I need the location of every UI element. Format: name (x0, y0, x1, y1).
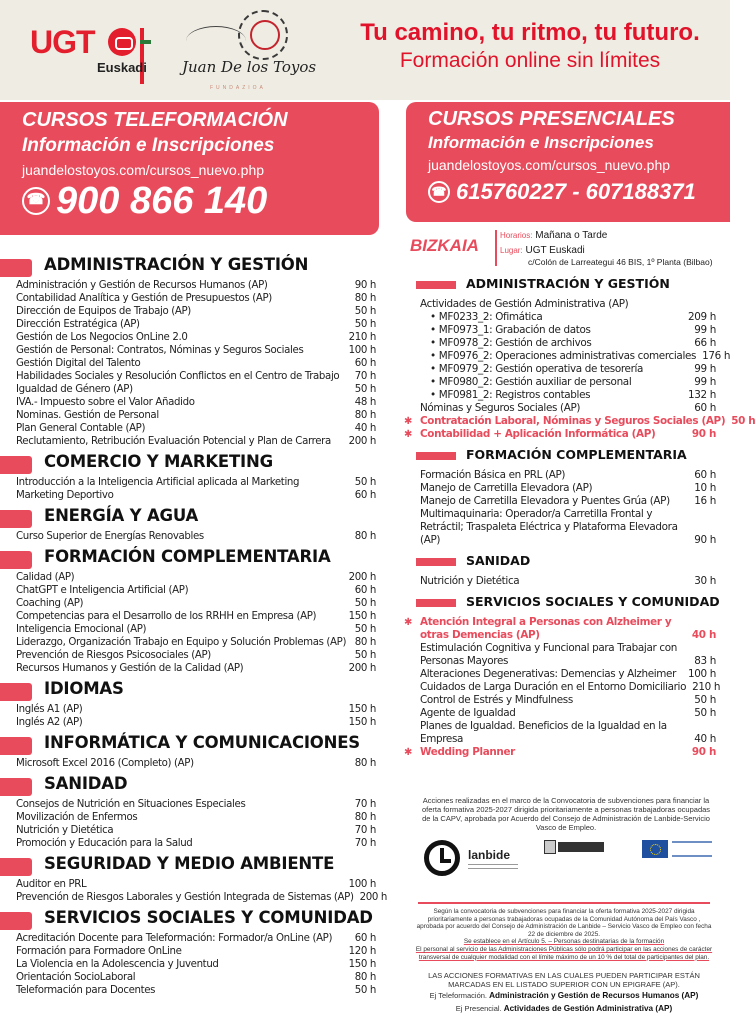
course-name: Manejo de Carretilla Elevadora (AP) (420, 482, 593, 494)
course-hours: 200 h (348, 572, 376, 583)
course-hours: 50 h (354, 306, 376, 317)
course-hours: 90 h (691, 746, 716, 758)
course-name: Administración y Gestión de Recursos Humanos (AP) (16, 280, 268, 291)
course-hours: 60 h (694, 469, 716, 481)
lugar-label: Lugar: (500, 246, 523, 255)
section-header (0, 254, 378, 276)
course-hours: 83 h (694, 655, 716, 667)
slogan-sub: Formación online sin límites (399, 49, 661, 72)
course-row (0, 396, 378, 409)
course-name: Reclutamiento, Retribución Evaluación Potencial y Plan de Carrera (16, 436, 331, 447)
course-row (0, 958, 378, 971)
foundation-subtitle: FUNDAZIOA (210, 85, 266, 91)
course-hours: 40 h (354, 423, 376, 434)
course-row (404, 311, 716, 324)
course-name: Planes de Igualdad. Beneficios de la Igualdad en la Empresa (420, 720, 667, 745)
course-row (0, 945, 378, 958)
section-marker (0, 259, 32, 277)
section-title: FORMACIÓN COMPLEMENTARIA (466, 447, 687, 462)
basque-government-logo (544, 840, 604, 864)
course-hours: 99 h (694, 363, 716, 375)
course-hours: 80 h (354, 531, 376, 542)
course-hours: 200 h (359, 892, 387, 903)
course-name: Contabilidad + Aplicación Informática (AP) (420, 428, 656, 440)
course-row (404, 508, 716, 547)
course-row (0, 703, 378, 716)
course-name: Orientación SocioLaboral (16, 972, 136, 983)
course-row (0, 331, 378, 344)
section-marker (0, 858, 32, 876)
course-row (0, 435, 378, 448)
course-name: • MF0978_2: Gestión de archivos (430, 337, 592, 349)
rose-icon (238, 10, 288, 60)
course-name: Alteraciones Degenerativas: Demencias y Alzheimer (420, 668, 677, 680)
section-title: ADMINISTRACIÓN Y GESTIÓN (44, 255, 309, 274)
section-title: SANIDAD (466, 553, 531, 568)
section-title: SERVICIOS SOCIALES Y COMUNIDAD (44, 908, 373, 927)
section-marker (0, 510, 32, 528)
phone-icon (22, 187, 50, 215)
teleformacion-phone-number[interactable]: 900 866 140 (56, 180, 268, 222)
lugar-row (500, 245, 585, 256)
section-header (0, 773, 378, 795)
section-header (404, 447, 716, 469)
footer-divider (418, 902, 710, 904)
course-row (404, 495, 716, 508)
course-row (404, 298, 716, 311)
course-row (0, 279, 378, 292)
teleformacion-banner (0, 102, 379, 235)
course-name: Multimaquinaria: Operador/a Carretilla Frontal y Retráctil; Traspaleta Eléctrica y Plataforma Elevadora (AP) (420, 508, 678, 546)
teleformacion-title: CURSOS TELEFORMACIÓN (22, 109, 288, 131)
presenciales-phone-numbers[interactable]: 615760227 - 607188371 (456, 179, 696, 204)
example-value: Administración y Gestión de Recursos Humanos (AP) (489, 991, 699, 1000)
course-hours: 66 h (694, 337, 716, 349)
course-row (0, 584, 378, 597)
header (0, 0, 730, 100)
eu-cofunded-logo (642, 840, 722, 862)
section-header (0, 546, 378, 568)
course-hours (710, 298, 716, 311)
section-header (0, 853, 378, 875)
section-header (0, 678, 378, 700)
course-hours: 200 h (348, 663, 376, 674)
course-name: Marketing Deportivo (16, 490, 114, 501)
course-hours: 210 h (348, 332, 376, 343)
teleformacion-phone[interactable] (22, 181, 379, 221)
course-hours: 176 h (702, 350, 731, 362)
section-header (404, 276, 716, 298)
course-row (0, 971, 378, 984)
course-row (0, 811, 378, 824)
course-hours: 80 h (354, 410, 376, 421)
course-name: Prevención de Riesgos Psicosociales (AP) (16, 650, 211, 661)
course-row (0, 357, 378, 370)
regulation-limit: El personal al servicio de las Administraciones Públicas sólo podrá participar en las acciones de carácter transversal de cualquier modalidad con el límite máximo de un 10 % del total de participantes del plan. (415, 945, 713, 961)
course-name: Teleformación para Docentes (16, 985, 156, 996)
course-name: Contabilidad Analítica y Gestión de Presupuestos (AP) (16, 293, 272, 304)
course-name: Formación Básica en PRL (AP) (420, 469, 566, 481)
course-row (0, 932, 378, 945)
course-hours: 80 h (354, 637, 376, 648)
course-hours: 70 h (354, 799, 376, 810)
slogan (330, 18, 730, 74)
example-value: Actividades de Gestión Administrativa (AP) (503, 1004, 673, 1013)
course-name: • MF0973_1: Grabación de datos (430, 324, 591, 336)
course-name: Gestión de Personal: Contratos, Nóminas y Seguros Sociales (16, 345, 304, 356)
course-name: Plan General Contable (AP) (16, 423, 146, 434)
course-row (404, 668, 716, 681)
course-hours: 80 h (354, 758, 376, 769)
course-name: Inteligencia Emocional (AP) (16, 624, 147, 635)
course-name: Calidad (AP) (16, 572, 75, 583)
gv-logo-bar (558, 842, 604, 852)
course-row (404, 616, 716, 642)
course-name: Movilización de Enfermos (16, 812, 138, 823)
course-hours: 40 h (691, 629, 716, 641)
course-row (0, 597, 378, 610)
section-title: ENERGÍA Y AGUA (44, 506, 199, 525)
course-row (404, 681, 721, 694)
course-name: • MF0980_2: Gestión auxiliar de personal (430, 376, 632, 388)
course-hours: 150 h (348, 717, 376, 728)
course-row (0, 530, 378, 543)
address: c/Colón de Larreategui 46 BIS, 1º Planta (Bilbao) (528, 257, 713, 267)
course-row (0, 824, 378, 837)
course-hours: 60 h (354, 933, 376, 944)
course-row (0, 292, 378, 305)
course-hours: 100 h (348, 879, 376, 890)
course-row (0, 370, 378, 383)
section-marker (0, 456, 32, 474)
teleformacion-subtitle: Información e Inscripciones (22, 135, 275, 156)
course-name: La Violencia en la Adolescencia y Juventud (16, 959, 219, 970)
section-title: SANIDAD (44, 774, 128, 793)
course-row (0, 571, 378, 584)
highlight-asterisk-icon: ✱ (404, 747, 413, 758)
highlight-asterisk-icon: ✱ (404, 416, 413, 427)
course-hours: 50 h (694, 694, 716, 706)
course-hours: 200 h (348, 436, 376, 447)
course-hours: 50 h (354, 650, 376, 661)
lugar-value: UGT Euskadi (525, 245, 585, 256)
course-name: Prevención de Riesgos Laborales y Gestión Integrada de Sistemas (AP) (16, 892, 354, 903)
course-hours: 100 h (688, 668, 716, 680)
section-marker (416, 558, 456, 566)
course-name: Actividades de Gestión Administrativa (AP) (420, 298, 629, 310)
course-name: Auditor en PRL (16, 879, 87, 890)
bizkaia-info (410, 230, 730, 268)
course-row (0, 489, 378, 502)
course-name: Nutrición y Dietética (420, 575, 520, 587)
course-hours: 150 h (348, 704, 376, 715)
example-label: Ej Presencial. (455, 1004, 502, 1013)
course-hours: 90 h (694, 534, 716, 546)
section-marker (0, 778, 32, 796)
course-hours: 80 h (354, 972, 376, 983)
section-header (0, 907, 378, 929)
course-row (0, 984, 378, 997)
course-hours: 210 h (692, 681, 721, 693)
course-hours: 16 h (694, 495, 716, 507)
eu-logo-text (672, 841, 712, 857)
course-hours: 50 h (354, 985, 376, 996)
regulation-note-text: Según la convocatoria de subvenciones para financiar la oferta formativa 2025-2027 dirigida prioritariamente a personas trabajadoras ocupadas de la Comunidad Autónoma del País Vasco , aprobada por acuerdo del Consejo de Administración de Lanbide – Servicio Vasco de Empleo con fecha 22 de diciembre de 2025. (416, 908, 712, 938)
presenciales-subtitle: Información e Inscripciones (428, 133, 654, 152)
course-name: Atención Integral a Personas con Alzheimer y otras Demencias (AP) (420, 616, 672, 641)
course-hours: 60 h (354, 358, 376, 369)
section-title: ADMINISTRACIÓN Y GESTIÓN (466, 276, 670, 291)
presenciales-phone[interactable] (428, 176, 730, 208)
lanbide-logo-text: lanbide (468, 848, 511, 862)
course-hours: 209 h (688, 311, 716, 323)
course-hours: 30 h (694, 575, 716, 587)
region-title: BIZKAIA (410, 236, 479, 255)
section-header (404, 553, 716, 575)
course-hours: 50 h (354, 477, 376, 488)
horarios-value: Mañana o Tarde (535, 230, 608, 241)
course-row (0, 344, 378, 357)
course-row (0, 305, 378, 318)
course-hours: 120 h (348, 946, 376, 957)
section-marker (0, 737, 32, 755)
course-hours: 60 h (354, 585, 376, 596)
course-name: Nominas. Gestión de Personal (16, 410, 159, 421)
regulation-note (414, 908, 714, 961)
course-hours: 80 h (354, 812, 376, 823)
slogan-main: Tu camino, tu ritmo, tu futuro. (360, 19, 700, 46)
course-row (404, 415, 755, 428)
course-hours: 50 h (354, 319, 376, 330)
funding-note: Acciones realizadas en el marco de la Convocatoria de subvenciones para financiar la oferta formativa 2025-2027 dirigida prioritariamente a personas trabajadoras ocupadas de la CAPV, aprobada por Acuerdo del Consejo de Administración de Lanbide-Servicio Vasco de Empleo. (421, 796, 711, 832)
course-row (0, 837, 378, 850)
course-name: Nóminas y Seguros Sociales (AP) (420, 402, 581, 414)
section-marker (0, 683, 32, 701)
course-name: • MF0233_2: Ofimática (430, 311, 543, 323)
course-hours: 48 h (354, 397, 376, 408)
crest-icon (544, 840, 556, 854)
highlight-asterisk-icon: ✱ (404, 429, 413, 440)
ugt-logo-text: UGT (30, 24, 95, 60)
regulation-article: Se establece en el Artículo 5. – Personas destinatarias de la formación (463, 938, 665, 946)
course-name: Formación para Formadore OnLine (16, 946, 182, 957)
ap-note: LAS ACCIONES FORMATIVAS EN LAS CUALES PUEDEN PARTICIPAR ESTÁN MARCADAS EN EL LISTADO SUPERIOR CON UN EPIGRAFE (AP). (428, 971, 700, 989)
foundation-name: Juan De los Toyos (182, 58, 317, 76)
course-hours: 150 h (348, 611, 376, 622)
course-row (0, 610, 378, 623)
course-row (404, 707, 716, 720)
horarios-label: Horarios: (500, 231, 533, 240)
course-row (0, 409, 378, 422)
course-name: • MF0976_2: Operaciones administrativas comerciales (430, 350, 697, 362)
presenciales-title: CURSOS PRESENCIALES (428, 108, 675, 130)
section-marker (416, 452, 456, 460)
course-hours: 90 h (354, 280, 376, 291)
course-hours: 50 h (354, 384, 376, 395)
course-row (0, 798, 378, 811)
section-title: FORMACIÓN COMPLEMENTARIA (44, 547, 331, 566)
course-name: Coaching (AP) (16, 598, 84, 609)
course-name: Promoción y Educación para la Salud (16, 838, 193, 849)
course-name: Recursos Humanos y Gestión de la Calidad (AP) (16, 663, 244, 674)
clock-icon (424, 840, 460, 876)
course-row (404, 337, 716, 350)
course-name: Igualdad de Género (AP) (16, 384, 133, 395)
course-row (0, 422, 378, 435)
teleformacion-course-list (0, 254, 387, 997)
course-name: Consejos de Nutrición en Situaciones Especiales (16, 799, 246, 810)
course-hours: 50 h (354, 598, 376, 609)
example-teleformacion (414, 991, 714, 1000)
course-name: Acreditación Docente para Teleformación: Formador/a OnLine (AP) (16, 933, 333, 944)
course-row (404, 746, 716, 759)
course-name: Dirección Estratégica (AP) (16, 319, 140, 330)
course-row (0, 318, 378, 331)
course-name: Microsoft Excel 2016 (Completo) (AP) (16, 758, 194, 769)
presenciales-url-link[interactable]: juandelostoyos.com/cursos_nuevo.php (428, 157, 671, 173)
course-name: Gestión de Los Negocios OnLine 2.0 (16, 332, 188, 343)
section-header (404, 594, 720, 616)
course-name: Habilidades Sociales y Resolución Conflictos en el Centro de Trabajo (16, 371, 340, 382)
course-row (404, 376, 716, 389)
presenciales-banner (406, 102, 730, 222)
course-row (404, 720, 716, 746)
course-name: Gestión Digital del Talento (16, 358, 141, 369)
course-name: ChatGPT e Inteligencia Artificial (AP) (16, 585, 189, 596)
course-row (404, 402, 716, 415)
phone-icon (428, 181, 450, 203)
course-hours: 50 h (694, 707, 716, 719)
course-hours: 40 h (694, 733, 716, 745)
course-row (404, 428, 716, 441)
course-name: Wedding Planner (420, 746, 515, 758)
course-row (404, 642, 716, 668)
example-label: Ej Teleformación. (429, 991, 487, 1000)
course-hours: 50 h (354, 624, 376, 635)
course-hours: 70 h (354, 371, 376, 382)
course-row (404, 575, 716, 588)
course-name: Agente de Igualdad (420, 707, 516, 719)
section-title: COMERCIO Y MARKETING (44, 452, 273, 471)
teleformacion-url-link[interactable]: juandelostoyos.com/cursos_nuevo.php (22, 162, 265, 178)
course-row (0, 636, 378, 649)
course-row (0, 649, 378, 662)
course-hours: 10 h (694, 482, 716, 494)
course-row (0, 662, 378, 675)
section-title: IDIOMAS (44, 679, 124, 698)
course-name: Control de Estrés y Mindfulness (420, 694, 573, 706)
section-marker (416, 281, 456, 289)
course-row (404, 482, 716, 495)
course-name: Nutrición y Dietética (16, 825, 114, 836)
presenciales-course-list (404, 276, 755, 759)
rose-stem-icon (186, 26, 246, 56)
course-hours: 100 h (348, 345, 376, 356)
course-row (404, 363, 716, 376)
course-name: Inglés A1 (AP) (16, 704, 83, 715)
course-hours: 132 h (688, 389, 716, 401)
course-name: Introducción a la Inteligencia Artificial aplicada al Marketing (16, 477, 300, 488)
course-name: Dirección de Equipos de Trabajo (AP) (16, 306, 191, 317)
course-row (404, 324, 716, 337)
course-row (0, 383, 378, 396)
highlight-asterisk-icon: ✱ (404, 617, 413, 628)
course-hours: 80 h (354, 293, 376, 304)
example-presencial (414, 1004, 714, 1013)
course-name: • MF0979_2: Gestión operativa de tesorería (430, 363, 644, 375)
eu-flag-icon (642, 840, 668, 858)
course-row (404, 694, 716, 707)
course-name: Manejo de Carretilla Elevadora y Puentes Grúa (AP) (420, 495, 670, 507)
course-name: • MF0981_2: Registros contables (430, 389, 591, 401)
course-row (0, 623, 378, 636)
course-hours: 60 h (694, 402, 716, 414)
course-name: Liderazgo, Organización Trabajo en Equipo y Solución Problemas (AP) (16, 637, 347, 648)
ikurrina-bars-icon (140, 28, 152, 56)
course-name: IVA.- Impuesto sobre el Valor Añadido (16, 397, 195, 408)
course-hours: 150 h (348, 959, 376, 970)
course-hours: 99 h (694, 376, 716, 388)
course-hours: 70 h (354, 825, 376, 836)
section-marker (0, 912, 32, 930)
lanbide-logo-subtitle (468, 864, 518, 869)
course-row (0, 878, 378, 891)
ugt-euskadi-logo (30, 24, 155, 74)
course-hours: 60 h (354, 490, 376, 501)
course-name: Curso Superior de Energías Renovables (16, 531, 204, 542)
course-row (0, 716, 378, 729)
section-header (0, 732, 378, 754)
handshake-icon (108, 28, 136, 56)
divider (495, 230, 497, 266)
course-name: Cuidados de Larga Duración en el Entorno Domiciliario (420, 681, 687, 693)
section-header (0, 505, 378, 527)
course-hours: 99 h (694, 324, 716, 336)
ugt-logo-subtitle: Euskadi (97, 60, 147, 75)
course-row (0, 891, 387, 904)
course-name: Inglés A2 (AP) (16, 717, 83, 728)
course-row (404, 469, 716, 482)
horarios-row (500, 230, 607, 241)
course-row (404, 350, 731, 363)
course-hours: 90 h (691, 428, 716, 440)
section-title: INFORMÁTICA Y COMUNICACIONES (44, 733, 360, 752)
section-title: SEGURIDAD Y MEDIO AMBIENTE (44, 854, 335, 873)
course-name: Contratación Laboral, Nóminas y Seguros Sociales (AP) (420, 415, 726, 427)
course-row (404, 389, 716, 402)
course-hours: 50 h (731, 415, 755, 427)
course-name: Estimulación Cognitiva y Funcional para Trabajar con Personas Mayores (420, 642, 677, 667)
course-name: Competencias para el Desarrollo de los RRHH en Empresa (AP) (16, 611, 317, 622)
section-header (0, 451, 378, 473)
course-hours: 70 h (354, 838, 376, 849)
section-marker (0, 551, 32, 569)
course-row (0, 757, 378, 770)
section-title: SERVICIOS SOCIALES Y COMUNIDAD (466, 594, 720, 609)
sponsor-logos (420, 812, 720, 862)
course-row (0, 476, 378, 489)
juan-de-los-toyos-logo (180, 6, 317, 94)
section-marker (416, 599, 456, 607)
